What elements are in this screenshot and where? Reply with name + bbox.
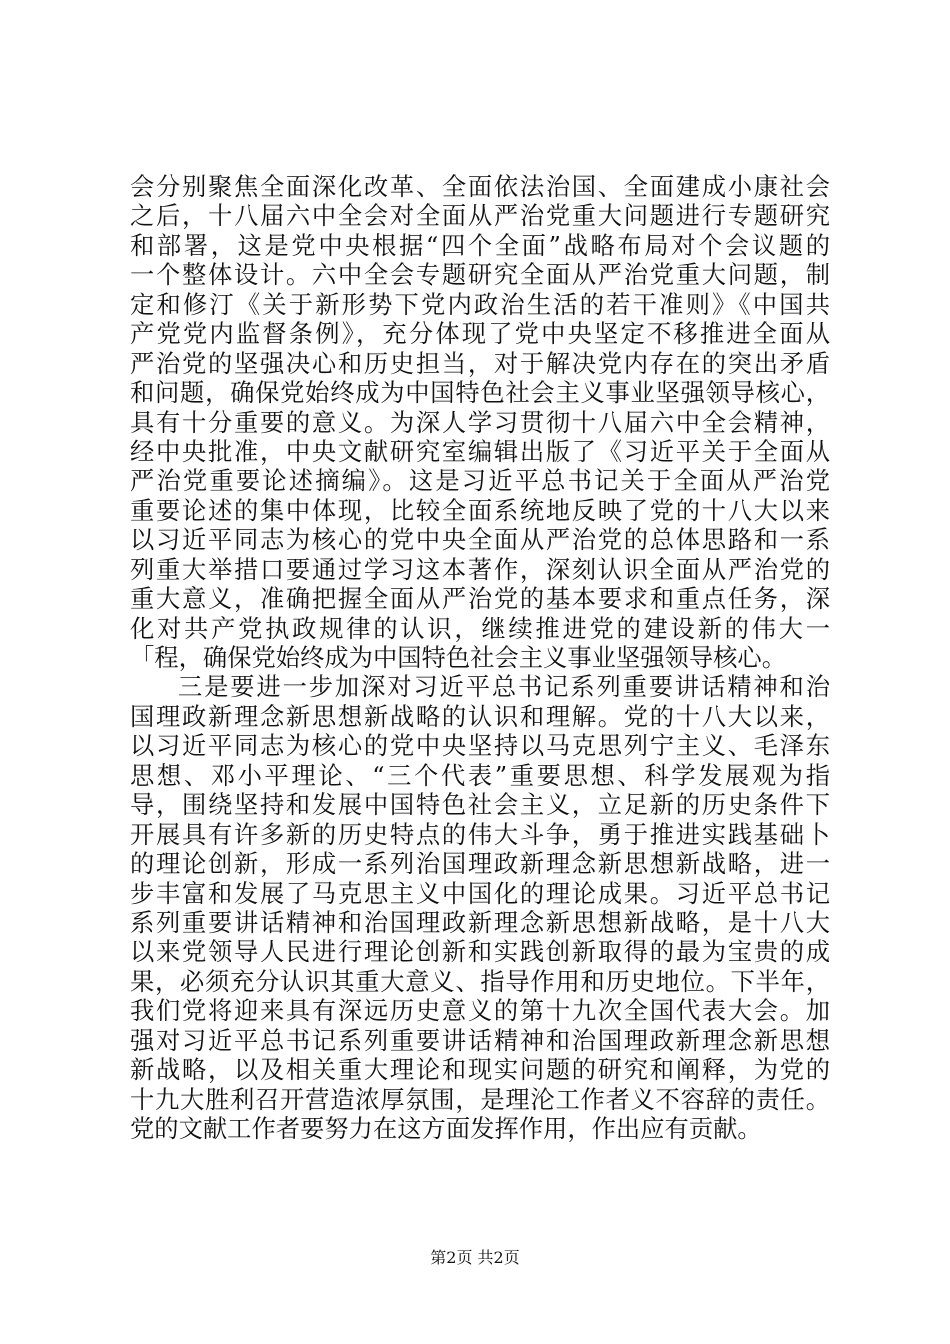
text-line: 之后，十八届六中全会对全面从严治党重大问题进行专题研究 (130, 201, 830, 231)
text-line: 重大意义，准确把握全面从严治党的基本要求和重点任务，深 (130, 584, 830, 614)
text-line: 和问题，确保党始终成为中国特色社会主义事业坚强领导核心， (130, 378, 830, 408)
text-line: 以习近平同志为核心的党中央坚持以马克思列宁主义、毛泽东 (130, 731, 830, 761)
text-line: 以习近平同志为核心的党中央全面从严治党的总体思路和一系 (130, 525, 830, 555)
body-text (130, 172, 830, 1143)
text-line: 列重大举措口要通过学习这本著作，深刻认识全面从严治党的 (130, 554, 830, 584)
text-line: 强对习近平总书记系列重要讲话精神和治国理政新理念新思想 (130, 1025, 830, 1055)
text-line: 思想、邓小平理论、“三个代表”重要思想、科学发展观为指 (130, 760, 830, 790)
page-number-footer: 第2页 共2页 (430, 1248, 520, 1267)
text-line: 导，围绕坚持和发展中国特色社会主义，立足新的历史条件下 (130, 790, 830, 820)
text-line: 一个整体设计。六中全会专题研究全面从严治党重大问题，制 (130, 260, 830, 290)
text-line: 定和修汀《关于新形势下党内政治生活的若干准则》《中国共 (130, 289, 830, 319)
text-line: 十九大胜利召开营造浓厚氛围，是理沦工作者义不容辞的责任。 (130, 1084, 830, 1114)
text-line: 化对共产党执政规律的认识，继续推进党的建设新的伟大一 (130, 613, 830, 643)
text-line: 会分别聚焦全面深化改革、全面依法治国、全面建成小康社会 (130, 172, 830, 201)
text-line: 和部署，这是党中央根据“四个全面”战略布局对个会议题的 (130, 230, 830, 260)
text-line: 果，必须充分认识其重大意义、指导作用和历史地位。下半年， (130, 966, 830, 996)
text-line: 系列重要讲话精神和治国理政新理念新思想新战略，是十八大 (130, 907, 830, 937)
text-line: 党的文献工作者要努力在这方面发挥作用，作出应有贡献。 (130, 1114, 762, 1143)
text-line: 开展具有许多新的历史特点的伟大斗争，勇于推进实践基础卜 (130, 819, 830, 849)
text-line: 经中央批准，中央文献研究室编辑出版了《习近平关于全面从 (130, 436, 830, 466)
text-line: 新战略，以及相关重大理论和现实问题的研究和阐释，为党的 (130, 1055, 830, 1085)
text-line: 国理政新理念新思想新战略的认识和理解。党的十八大以来， (130, 701, 830, 731)
text-line: 重要论述的集中体现，比较全面系统地反映了党的十八大以来 (130, 495, 830, 525)
text-line: 产党党内监督条例》，充分体现了党中央坚定不移推进全面从 (130, 319, 830, 349)
text-line: 严治党的坚强决心和历史担当，对于解决党内存在的突出矛盾 (130, 348, 830, 378)
text-line: 我们党将迎来具有深远历史意义的第十九次全国代表大会。加 (130, 996, 830, 1026)
text-line: 具有十分重要的意义。为深人学习贯彻十八届六中全会精神， (130, 407, 830, 437)
text-line: 「程，确保党始终成为中国特色社会主义事业坚强领导核心。 (130, 643, 787, 672)
text-line: 的理论创新，形成一系列治国理政新理念新思想新战略，进一 (130, 849, 830, 879)
text-line: 严治党重要论述摘编》。这是习近平总书记关于全面从严治党 (130, 466, 830, 496)
paragraph-first-line: 三是要进一步加深对习近平总书记系列重要讲话精神和治 (178, 672, 830, 702)
text-line: 步丰富和发展了马克思主义中国化的理论成果。习近平总书记 (130, 878, 830, 908)
text-line: 以来党领导人民进行理论创新和实践创新取得的最为宝贵的成 (130, 937, 830, 967)
